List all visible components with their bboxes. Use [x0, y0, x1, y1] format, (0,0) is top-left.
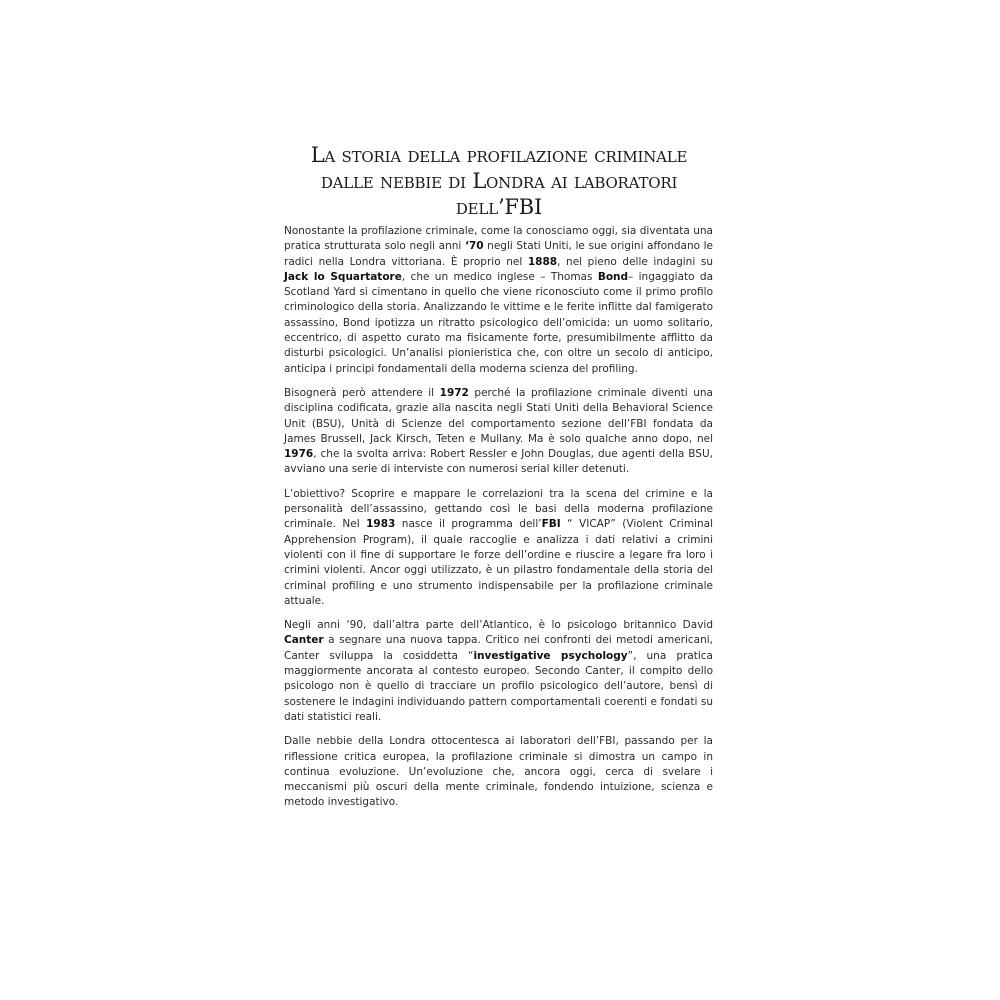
bold-run: FBI [541, 518, 561, 531]
article-title [284, 142, 714, 220]
text-run: ”, una pratica maggiormente ancorata al contesto europeo. Secondo Canter, il compito dello psicologo non è quello di tracciare un profilo psicologico dell’autore, bensì di sostenere le indagini individuando pattern comportamentali coerenti e fondati su dati statistici reali. [284, 649, 713, 723]
text-run: Dalle nebbie della Londra ottocentesca ai laboratori dell’FBI, passando per la riflessione critica europea, la profilazione criminale si dimostra un campo in continua evoluzione. Un’evoluzione che, ancora oggi, cerca di svelare i meccanismi più oscuri della mente criminale, fondendo intuizione, scienza e metodo investigativo. [284, 735, 713, 809]
paragraph-1 [284, 224, 713, 377]
text-run: Negli anni ‘90, dall’altra parte dell’Atlantico, è lo psicologo britannico David [284, 619, 713, 632]
bold-run: Jack lo Squartatore [284, 270, 402, 283]
text-run: L’obiettivo? Scoprire e mappare le correlazioni tra la scena del crimine e la personalità dell’assassino, gettando così le basi della moderna profilazione criminale. Nel [284, 487, 713, 531]
bold-run: ‘70 [464, 240, 484, 253]
title-line-2: dalle nebbie di Londra ai laboratori [320, 169, 678, 193]
text-run: , che la svolta arriva: Robert Ressler e John Douglas, due agenti della BSU, avviano una serie di interviste con numerosi serial killer detenuti. [284, 448, 713, 476]
text-run: perché la profilazione criminale diventi una disciplina codificata, grazie alla nascita negli Stati Uniti della Behavioral Science Unit (BSU), Unità di Scienze del comportamento sezione dell’FBI fondata da James Brussell, Jack Kirsch, Teten e Mullany. Ma è solo qualche anno dopo, nel [284, 386, 713, 445]
title-line-3: dell’FBI [455, 195, 543, 219]
bold-run: 1888 [527, 255, 558, 268]
bold-run: 1972 [439, 386, 469, 399]
article-body [284, 224, 713, 820]
text-run: Nonostante la profilazione criminale, come la conosciamo oggi, sia diventata una pratica strutturata solo negli anni [284, 225, 713, 253]
text-run: nasce il programma dell’ [395, 518, 542, 531]
bold-run: Bond [597, 270, 629, 283]
text-run: negli Stati Uniti, le sue origini affondano le radici nella Londra vittoriana. È proprio nel [284, 240, 714, 268]
text-run: – ingaggiato da Scotland Yard si cimentano in quello che viene riconosciuto come il primo profilo criminologico della storia. Analizzando le vittime e le ferite inflitte dal famigerato assassino, Bond ipotizza un ritratto psicologico dell’omicida: un uomo solitario, eccentrico, di aspetto curato ma fisicamente forte, presumibilmente afflitto da disturbi psicologici. Un’analisi pionieristica che, con oltre un secolo di anticipo, anticipa i principi fondamentali della moderna scienza del profiling. [284, 270, 714, 375]
paragraph-2 [284, 386, 713, 478]
text-run: Bisognerà però attendere il [284, 386, 440, 399]
bold-run: 1976 [284, 448, 314, 461]
title-line-1: La storia della profilazione criminale [310, 143, 688, 167]
text-run: a segnare una nuova tappa. Critico nei confronti dei metodi americani, Canter sviluppa la cosiddetta “ [284, 634, 713, 662]
text-run: , nel pieno delle indagini su [557, 255, 713, 268]
bold-run: investigative psychology [473, 649, 628, 662]
bold-run: Canter [284, 634, 324, 647]
paragraph-5 [284, 734, 713, 810]
paragraph-4 [284, 618, 713, 725]
text-run: “ VICAP” (Violent Criminal Apprehension Program), il quale raccoglie e analizza i dati relativi a crimini violenti con il fine di supportare le forze dell’ordine e riuscire a legare fra loro i crimini violenti. Ancor oggi utilizzato, è un pilastro fondamentale della storia del criminal profiling e uno strumento indispensabile per la profilazione criminale attuale. [284, 518, 713, 607]
bold-run: 1983 [366, 518, 396, 531]
paragraph-3 [284, 487, 713, 609]
text-run: , che un medico inglese – Thomas [401, 270, 598, 283]
